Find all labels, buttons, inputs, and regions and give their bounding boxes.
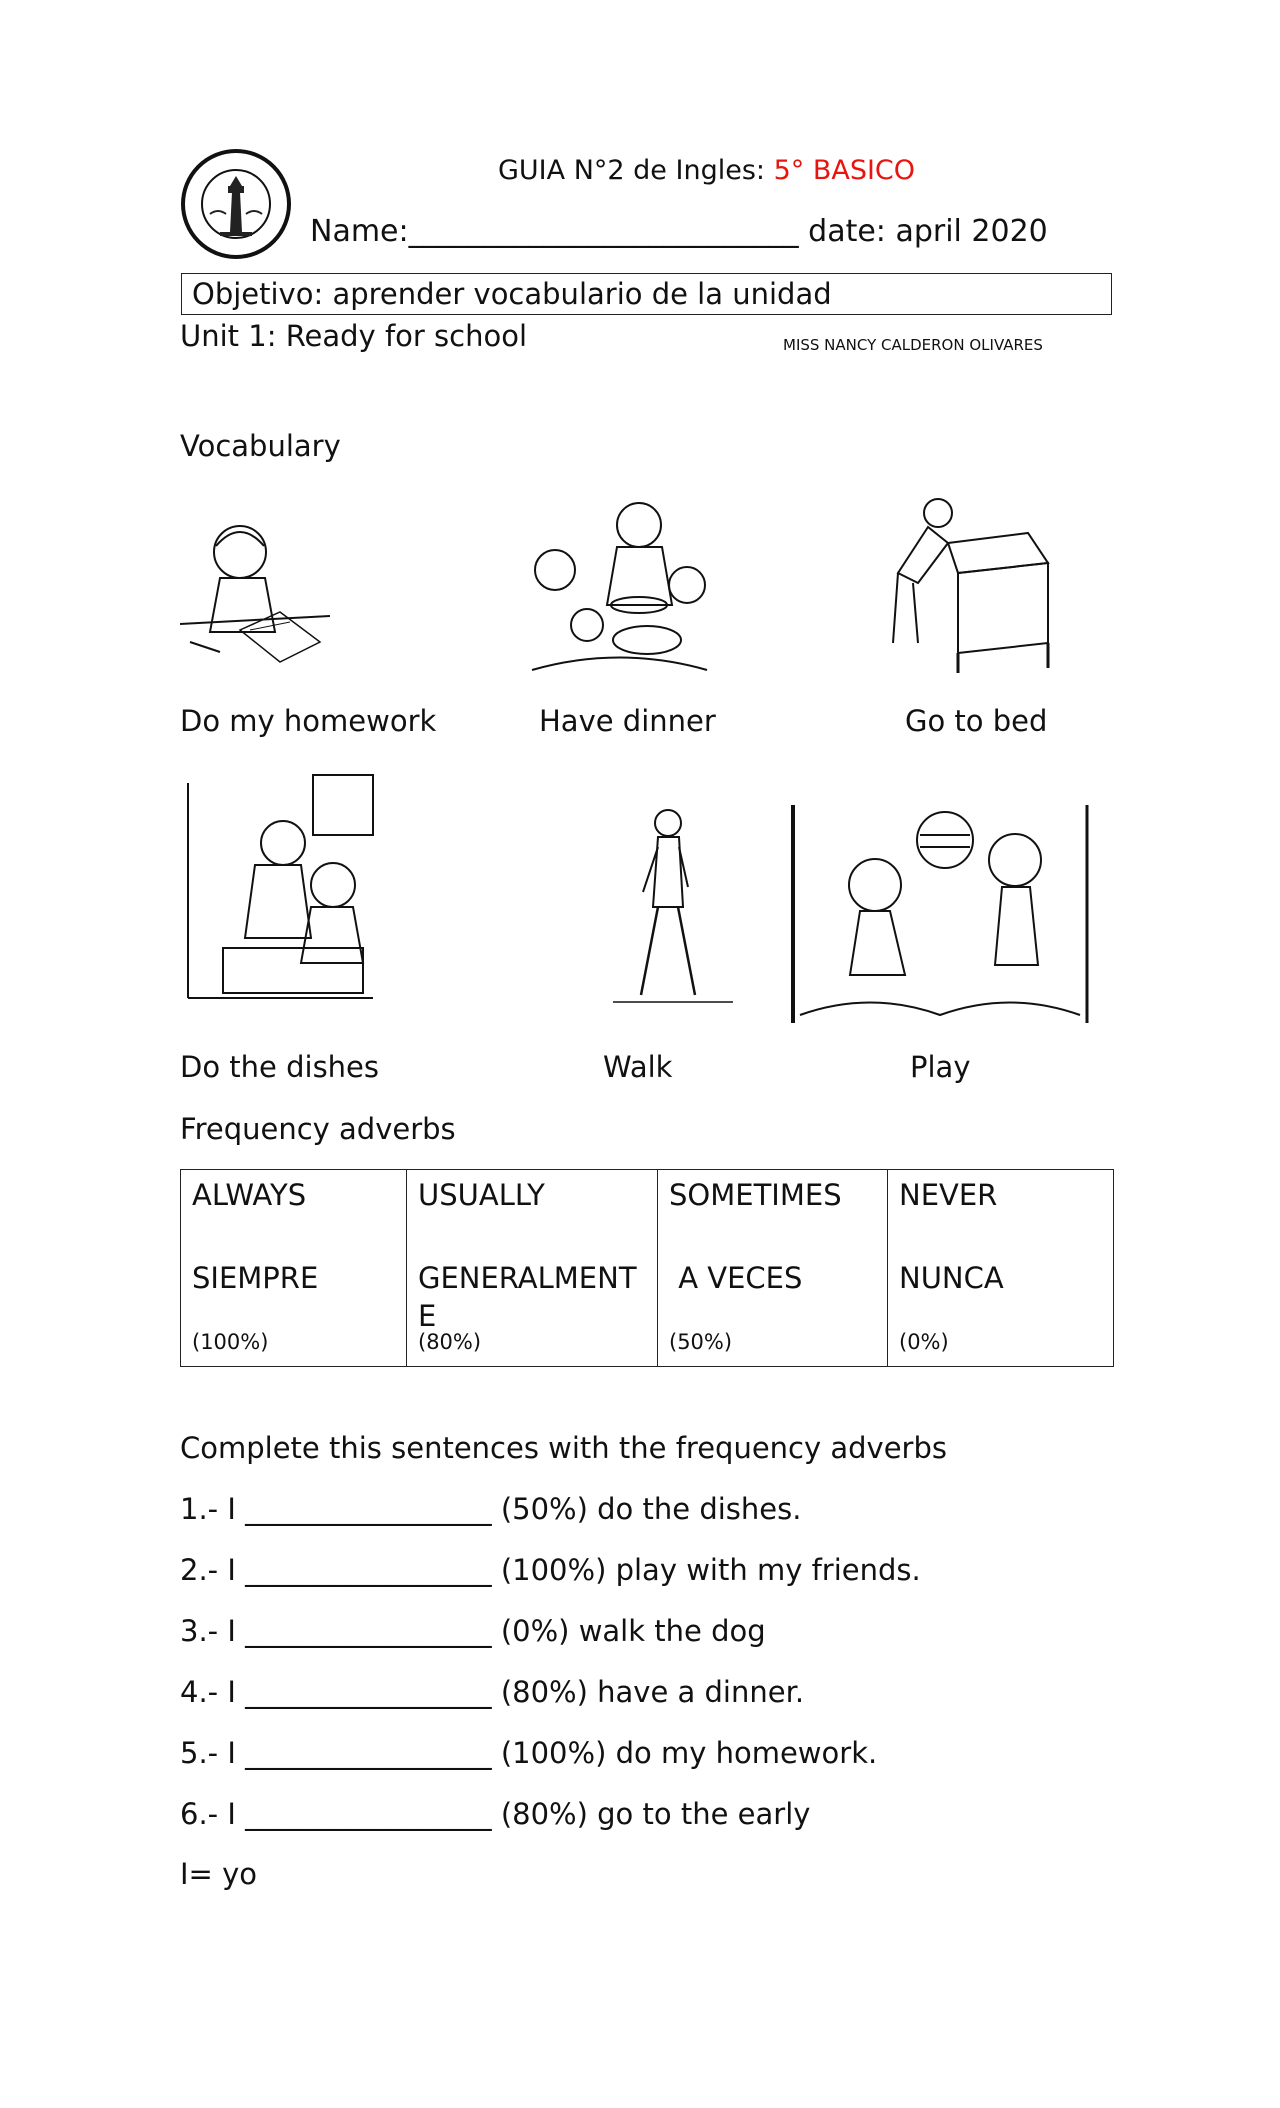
adverb-english: ALWAYS (192, 1178, 307, 1212)
exercise-sentence-5: 5.- I _________________ (100%) do my homework. (180, 1736, 878, 1770)
exercise-note: I= yo (180, 1857, 257, 1891)
girl-writing-illustration (180, 512, 330, 677)
teacher-name: MISS NANCY CALDERON OLIVARES (783, 336, 1043, 354)
adverb-spanish: NUNCA (899, 1261, 1004, 1295)
frequency-cell-never (888, 1170, 1114, 1367)
frequency-heading: Frequency adverbs (180, 1112, 456, 1146)
family-dinner-illustration (527, 495, 712, 680)
adverb-percentage: (0%) (899, 1330, 949, 1354)
exercise-sentence-1: 1.- I _________________ (50%) do the dishes. (180, 1492, 802, 1526)
worksheet-title (498, 157, 915, 184)
adverb-english: NEVER (899, 1178, 998, 1212)
unit-title: Unit 1: Ready for school (180, 319, 528, 353)
name-date-line: Name:__________________________ date: april 2020 (310, 214, 1048, 249)
vocab-label-do-the-dishes: Do the dishes (180, 1050, 380, 1084)
frequency-cell-sometimes (658, 1170, 888, 1367)
adverb-percentage: (100%) (192, 1330, 269, 1354)
vocabulary-heading: Vocabulary (180, 429, 341, 463)
adverb-percentage: (80%) (418, 1330, 482, 1354)
vocab-label-have-dinner: Have dinner (539, 704, 716, 738)
exercise-sentence-4: 4.- I _________________ (80%) have a dinner. (180, 1675, 805, 1709)
adverb-english: USUALLY (418, 1178, 545, 1212)
adverb-spanish: A VECES (669, 1261, 803, 1295)
title-prefix: GUIA N°2 de Ingles: (498, 155, 774, 186)
exercise-sentence-3: 3.- I _________________ (0%) walk the dog (180, 1614, 766, 1648)
adverb-spanish: SIEMPRE (192, 1261, 319, 1295)
man-walking-illustration (613, 807, 733, 1007)
boy-going-to-bed-illustration (838, 493, 1058, 678)
adverb-english: SOMETIMES (669, 1178, 842, 1212)
objective-text: Objetivo: aprender vocabulario de la unidad (192, 277, 832, 311)
objective-box (181, 273, 1112, 315)
frequency-cell-always (181, 1170, 407, 1367)
exercise-sentence-2: 2.- I _________________ (100%) play with my friends. (180, 1553, 921, 1587)
kids-washing-dishes-illustration (183, 773, 378, 1005)
vocab-label-walk: Walk (603, 1050, 673, 1084)
vocab-label-go-to-bed: Go to bed (905, 704, 1048, 738)
adverb-percentage: (50%) (669, 1330, 733, 1354)
title-grade: 5° BASICO (773, 155, 916, 186)
school-seal (180, 148, 292, 260)
vocab-label-do-my-homework: Do my homework (180, 704, 437, 738)
frequency-cell-usually (407, 1170, 658, 1367)
exercise-sentence-6: 6.- I _________________ (80%) go to the early (180, 1797, 811, 1831)
frequency-table (180, 1169, 1114, 1367)
adverb-spanish: GENERALMENTE (418, 1261, 637, 1333)
vocab-label-play: Play (910, 1050, 971, 1084)
kids-playing-ball-illustration (790, 805, 1090, 1023)
table-row (181, 1170, 1114, 1367)
exercise-instruction: Complete this sentences with the frequency adverbs (180, 1431, 947, 1465)
